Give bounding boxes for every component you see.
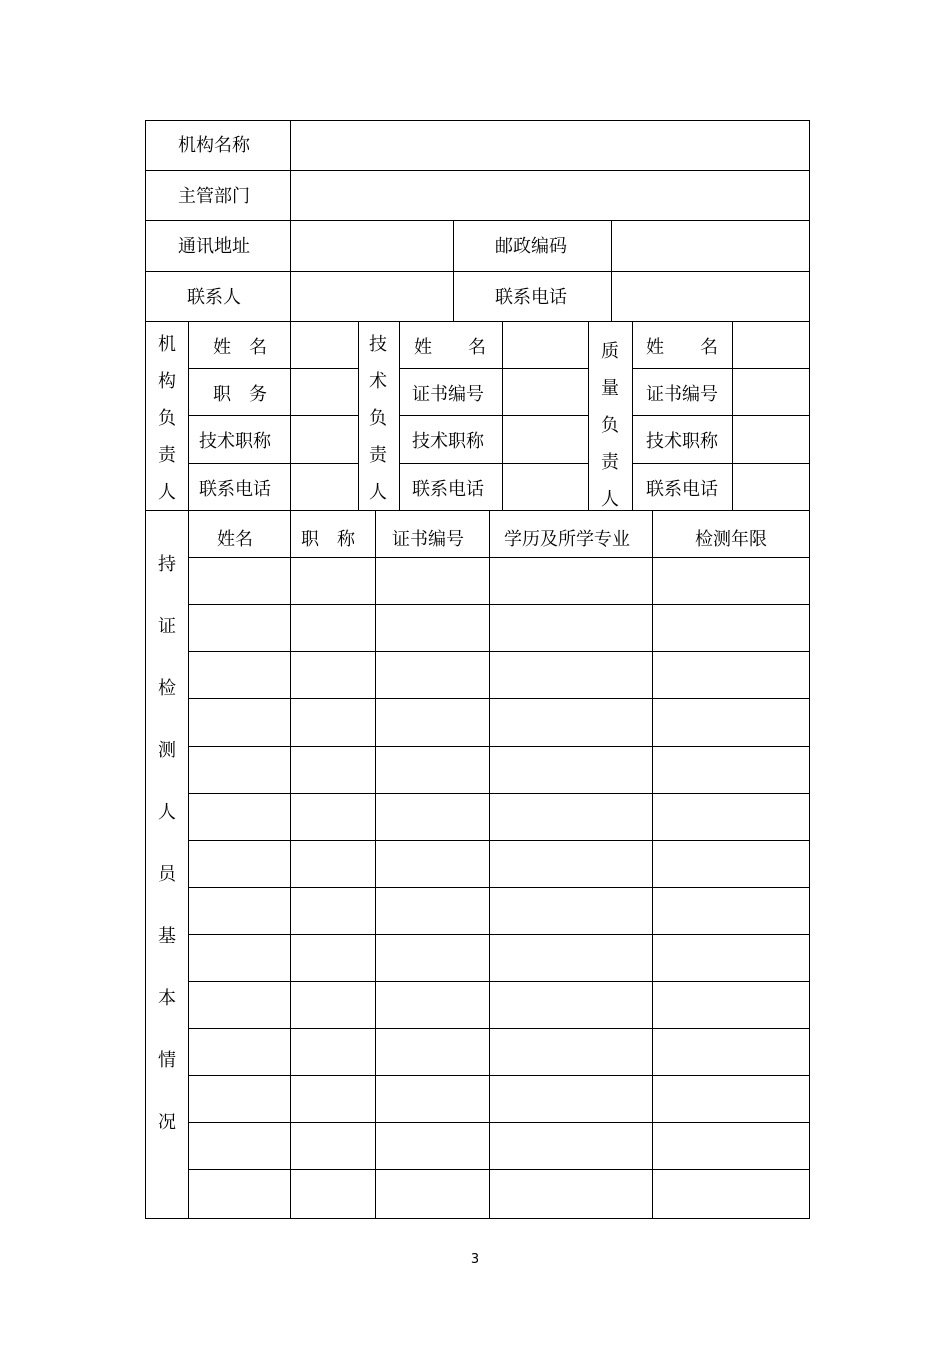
- staff-table-cell[interactable]: [291, 652, 375, 696]
- grid-line: [632, 463, 809, 464]
- org-head-name-field[interactable]: [292, 324, 357, 368]
- staff-header-title: 职 称: [301, 529, 355, 550]
- staff-table-cell[interactable]: [376, 747, 489, 791]
- staff-table-cell[interactable]: [291, 1170, 375, 1214]
- title-char: 证: [158, 616, 176, 637]
- tech-head-tech-title-label: 技术职称: [412, 431, 484, 452]
- grid-line: [809, 120, 810, 1219]
- quality-head-phone-label: 联系电话: [646, 479, 718, 500]
- grid-line: [399, 368, 588, 369]
- staff-table-cell[interactable]: [189, 1123, 290, 1167]
- staff-table-cell[interactable]: [189, 935, 290, 979]
- grid-line: [652, 510, 653, 1218]
- grid-line: [188, 746, 809, 747]
- staff-section-title: [146, 556, 188, 1176]
- grid-line: [188, 887, 809, 888]
- staff-table-cell[interactable]: [189, 605, 290, 649]
- staff-table-cell[interactable]: [189, 699, 290, 743]
- staff-table-cell[interactable]: [490, 888, 652, 932]
- title-char: 况: [158, 1112, 176, 1133]
- staff-table-cell[interactable]: [490, 1123, 652, 1167]
- contact-phone-label: 联系电话: [495, 287, 567, 308]
- org-head-phone-label: 联系电话: [199, 479, 271, 500]
- tech-head-cert-label: 证书编号: [412, 383, 484, 405]
- org-name-label: 机构名称: [178, 135, 250, 156]
- title-char: 机: [158, 334, 176, 355]
- staff-table-cell[interactable]: [653, 1076, 809, 1120]
- staff-table-cell[interactable]: [189, 1170, 290, 1214]
- staff-table-cell[interactable]: [189, 1029, 290, 1073]
- grid-line: [611, 220, 612, 321]
- org-head-position-field[interactable]: [292, 371, 357, 415]
- grid-line: [145, 170, 809, 171]
- quality-head-cert-field[interactable]: [734, 371, 808, 415]
- grid-line: [145, 321, 809, 322]
- staff-table-cell[interactable]: [490, 935, 652, 979]
- org-head-tech-title-label: 技术职称: [199, 431, 271, 452]
- staff-table-cell[interactable]: [291, 605, 375, 649]
- staff-table-cell[interactable]: [189, 652, 290, 696]
- grid-line: [188, 463, 358, 464]
- staff-table-cell[interactable]: [291, 841, 375, 885]
- staff-table-cell[interactable]: [189, 558, 290, 602]
- staff-table-cell[interactable]: [291, 982, 375, 1026]
- quality-head-tech-title-label: 技术职称: [646, 431, 718, 452]
- staff-table-cell[interactable]: [376, 1123, 489, 1167]
- grid-line: [188, 1028, 809, 1029]
- dept-field[interactable]: [292, 172, 808, 220]
- org-head-name-label: 姓 名: [213, 336, 267, 358]
- staff-table-cell[interactable]: [490, 558, 652, 602]
- staff-table-cell[interactable]: [189, 888, 290, 932]
- staff-table-cell[interactable]: [653, 1170, 809, 1214]
- tech-head-phone-label: 联系电话: [412, 479, 484, 500]
- title-char: 员: [158, 864, 176, 885]
- tech-head-title: [358, 336, 398, 521]
- staff-table-cell[interactable]: [189, 1076, 290, 1120]
- contact-phone-field[interactable]: [612, 273, 808, 320]
- title-char: 负: [369, 408, 387, 429]
- staff-table-cell[interactable]: [653, 558, 809, 602]
- staff-table-cell[interactable]: [291, 1076, 375, 1120]
- title-char: 人: [158, 482, 176, 503]
- grid-line: [145, 220, 809, 221]
- grid-line: [188, 1169, 809, 1170]
- title-char: 术: [369, 371, 387, 392]
- grid-line: [188, 981, 809, 982]
- grid-line: [588, 321, 589, 510]
- grid-line: [145, 120, 810, 121]
- grid-line: [188, 934, 809, 935]
- grid-line: [453, 220, 454, 321]
- title-char: 责: [601, 452, 619, 473]
- staff-table-cell[interactable]: [490, 652, 652, 696]
- staff-table-cell[interactable]: [653, 888, 809, 932]
- title-char: 技: [369, 334, 387, 355]
- staff-table-cell[interactable]: [291, 558, 375, 602]
- tech-head-name-field[interactable]: [504, 324, 586, 368]
- staff-table-cell[interactable]: [189, 794, 290, 838]
- grid-line: [188, 1075, 809, 1076]
- grid-line: [188, 415, 358, 416]
- org-name-field[interactable]: [292, 121, 808, 170]
- staff-header-name: 姓名: [217, 529, 253, 550]
- grid-line: [145, 1218, 810, 1219]
- grid-line: [358, 321, 359, 510]
- title-char: 责: [369, 445, 387, 466]
- tech-head-name-label: 姓 名: [414, 336, 486, 358]
- staff-table-cell[interactable]: [490, 1029, 652, 1073]
- title-char: 负: [601, 415, 619, 436]
- tech-head-tech-title-field[interactable]: [504, 418, 586, 462]
- grid-line: [375, 510, 376, 1218]
- title-char: 人: [369, 482, 387, 503]
- staff-table-cell[interactable]: [490, 605, 652, 649]
- staff-table-cell[interactable]: [376, 605, 489, 649]
- staff-table-cell[interactable]: [291, 747, 375, 791]
- staff-table-cell[interactable]: [653, 1123, 809, 1167]
- staff-table-cell[interactable]: [490, 1170, 652, 1214]
- title-char: 情: [158, 1050, 176, 1071]
- staff-table-cell[interactable]: [653, 699, 809, 743]
- staff-table-cell[interactable]: [189, 982, 290, 1026]
- staff-table-cell[interactable]: [376, 1076, 489, 1120]
- staff-table-cell[interactable]: [291, 1029, 375, 1073]
- staff-table-cell[interactable]: [189, 841, 290, 885]
- staff-table-cell[interactable]: [291, 699, 375, 743]
- org-head-tech-title-field[interactable]: [292, 418, 357, 462]
- staff-table-cell[interactable]: [653, 982, 809, 1026]
- staff-table-cell[interactable]: [189, 747, 290, 791]
- staff-table-cell[interactable]: [490, 794, 652, 838]
- grid-line: [188, 698, 809, 699]
- quality-head-title: [589, 343, 631, 528]
- address-label: 通讯地址: [178, 236, 250, 257]
- org-head-phone-field[interactable]: [292, 466, 357, 510]
- title-char: 质: [601, 341, 619, 362]
- staff-table-cell[interactable]: [653, 841, 809, 885]
- title-char: 人: [158, 802, 176, 823]
- grid-line: [399, 415, 588, 416]
- staff-table-cell[interactable]: [653, 1029, 809, 1073]
- org-head-title: [146, 336, 188, 521]
- grid-line: [489, 510, 490, 1218]
- quality-head-name-label: 姓 名: [646, 336, 718, 358]
- staff-table-cell[interactable]: [653, 794, 809, 838]
- staff-table-cell[interactable]: [490, 1076, 652, 1120]
- staff-table-cell[interactable]: [490, 841, 652, 885]
- staff-table-cell[interactable]: [291, 1123, 375, 1167]
- grid-line: [399, 463, 588, 464]
- contact-person-field[interactable]: [292, 273, 452, 320]
- staff-table-cell[interactable]: [376, 935, 489, 979]
- quality-head-name-field[interactable]: [734, 324, 808, 368]
- title-char: 责: [158, 445, 176, 466]
- staff-table-cell[interactable]: [376, 794, 489, 838]
- staff-header-years: 检测年限: [695, 529, 767, 550]
- staff-table-cell[interactable]: [291, 888, 375, 932]
- dept-label: 主管部门: [178, 186, 250, 207]
- staff-table-cell[interactable]: [376, 699, 489, 743]
- tech-head-cert-field[interactable]: [504, 371, 586, 415]
- staff-table-cell[interactable]: [490, 747, 652, 791]
- grid-line: [632, 415, 809, 416]
- staff-table-cell[interactable]: [653, 935, 809, 979]
- grid-line: [145, 120, 146, 1218]
- grid-line: [290, 510, 291, 1218]
- staff-table-cell[interactable]: [291, 935, 375, 979]
- staff-table-cell[interactable]: [376, 1170, 489, 1214]
- staff-header-cert: 证书编号: [392, 529, 464, 550]
- quality-head-cert-label: 证书编号: [646, 383, 718, 405]
- title-char: 本: [158, 988, 176, 1009]
- address-field[interactable]: [292, 222, 452, 270]
- grid-line: [188, 840, 809, 841]
- title-char: 构: [158, 371, 176, 392]
- grid-line: [188, 793, 809, 794]
- title-char: 检: [158, 678, 176, 699]
- staff-table-cell[interactable]: [376, 1029, 489, 1073]
- grid-line: [188, 510, 189, 1218]
- staff-table-cell[interactable]: [653, 747, 809, 791]
- staff-table-cell[interactable]: [376, 982, 489, 1026]
- staff-table-cell[interactable]: [490, 982, 652, 1026]
- title-char: 测: [158, 740, 176, 761]
- contact-person-label: 联系人: [187, 287, 241, 308]
- postal-code-label: 邮政编码: [495, 236, 567, 257]
- title-char: 人: [601, 489, 619, 510]
- staff-table-cell[interactable]: [291, 794, 375, 838]
- staff-header-education: 学历及所学专业: [504, 529, 630, 550]
- grid-line: [145, 271, 809, 272]
- page-number: 3: [470, 1252, 480, 1267]
- grid-line: [188, 1122, 809, 1123]
- title-char: 量: [601, 378, 619, 399]
- staff-table-cell[interactable]: [376, 888, 489, 932]
- quality-head-tech-title-field[interactable]: [734, 418, 808, 462]
- title-char: 负: [158, 408, 176, 429]
- staff-table-cell[interactable]: [376, 841, 489, 885]
- grid-line: [188, 651, 809, 652]
- grid-line: [290, 120, 291, 321]
- grid-line: [145, 510, 809, 511]
- grid-line: [188, 604, 809, 605]
- grid-line: [632, 368, 809, 369]
- title-char: 基: [158, 926, 176, 947]
- staff-table-cell[interactable]: [653, 605, 809, 649]
- staff-table-cell[interactable]: [490, 699, 652, 743]
- grid-line: [188, 368, 358, 369]
- tech-head-phone-field[interactable]: [504, 466, 586, 510]
- staff-table-cell[interactable]: [653, 652, 809, 696]
- org-head-position-label: 职 务: [213, 383, 267, 405]
- staff-table-cell[interactable]: [376, 558, 489, 602]
- grid-line: [188, 557, 809, 558]
- title-char: 持: [158, 554, 176, 575]
- postal-code-field[interactable]: [612, 222, 808, 270]
- staff-table-cell[interactable]: [376, 652, 489, 696]
- quality-head-phone-field[interactable]: [734, 466, 808, 510]
